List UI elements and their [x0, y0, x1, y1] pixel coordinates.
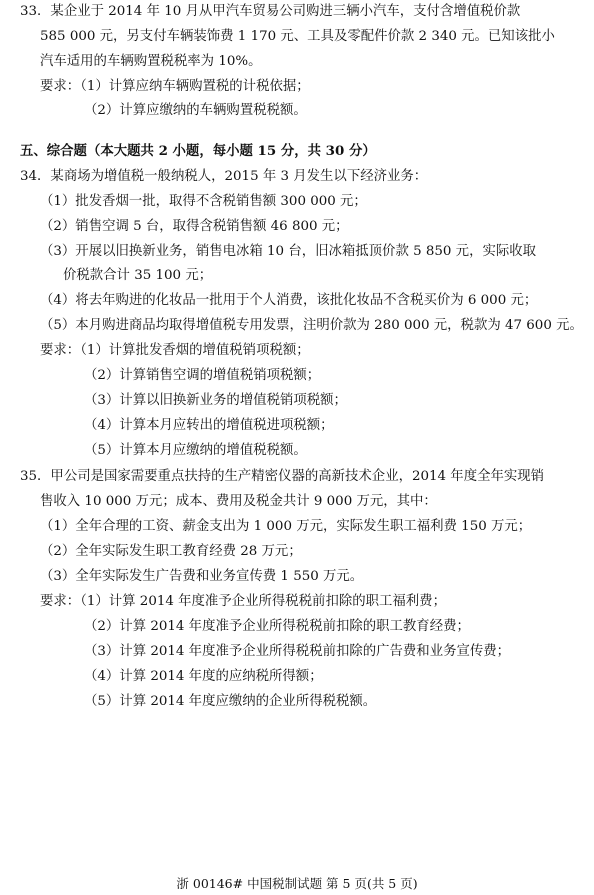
q33-requirement-1: 要求：（1）计算应纳车辆购置税的计税依据； [40, 79, 310, 94]
q35-requirement-3: （3）计算 2014 年度准予企业所得税税前扣除的广告费和业务宣传费； [84, 644, 511, 659]
q34-requirement-4: （4）计算本月应转出的增值税进项税额； [84, 418, 334, 433]
q33-line-1: 33．某企业于 2014 年 10 月从甲汽车贸易公司购进三辆小汽车，支付含增值税价款 [20, 4, 521, 19]
q35-item-1: （1）全年合理的工资、薪金支出为 1 000 万元，实际发生职工福利费 150 万元； [40, 519, 532, 534]
q34-item-1: （1）批发香烟一批，取得不含税销售额 300 000 元； [40, 194, 367, 209]
q35-requirement-1: 要求：（1）计算 2014 年度准予企业所得税税前扣除的职工福利费； [40, 594, 446, 609]
q34-item-3b: 价税款合计 35 100 元； [63, 268, 213, 283]
q33-line-2: 585 000 元，另支付车辆装饰费 1 170 元、工具及零配件价款 2 340 元。已知该批小 [40, 29, 555, 44]
q35-line-2: 售收入 10 000 万元；成本、费用及税金共计 9 000 万元，其中： [40, 494, 437, 509]
q34-item-2: （2）销售空调 5 台，取得含税销售额 46 800 元； [40, 219, 349, 234]
section-5-heading: 五、综合题（本大题共 2 小题，每小题 15 分，共 30 分） [20, 143, 376, 159]
q34-intro: 34．某商场为增值税一般纳税人，2015 年 3 月发生以下经济业务： [20, 169, 428, 184]
q33-requirement-2: （2）计算应缴纳的车辆购置税税额。 [84, 103, 307, 118]
q34-requirement-5: （5）计算本月应缴纳的增值税税额。 [84, 443, 307, 458]
q35-line-1: 35．甲公司是国家需要重点扶持的生产精密仪器的高新技术企业，2014 年度全年实现销 [20, 469, 545, 484]
q34-requirement-1: 要求：（1）计算批发香烟的增值税销项税额； [40, 343, 310, 358]
q34-item-3a: （3）开展以旧换新业务，销售电冰箱 10 台，旧冰箱抵顶价款 5 850 元，实际收取 [40, 244, 537, 259]
q35-item-2: （2）全年实际发生职工教育经费 28 万元； [40, 544, 302, 559]
q33-line-3: 汽车适用的车辆购置税税率为 10%。 [40, 54, 262, 69]
q35-item-3: （3）全年实际发生广告费和业务宣传费 1 550 万元。 [40, 569, 364, 584]
page-footer: 浙 00146# 中国税制试题 第 5 页(共 5 页) [176, 876, 418, 891]
q34-requirement-2: （2）计算销售空调的增值税销项税额； [84, 368, 321, 383]
q35-requirement-4: （4）计算 2014 年度的应纳税所得额； [84, 669, 323, 684]
q35-requirement-5: （5）计算 2014 年度应缴纳的企业所得税税额。 [84, 694, 377, 709]
q34-requirement-3: （3）计算以旧换新业务的增值税销项税额； [84, 393, 347, 408]
q34-item-5: （5）本月购进商品均取得增值税专用发票，注明价款为 280 000 元，税款为 47 600 元。 [40, 318, 583, 333]
q34-item-4: （4）将去年购进的化妆品一批用于个人消费，该批化妆品不含税买价为 6 000 元； [40, 293, 538, 308]
q35-requirement-2: （2）计算 2014 年度准予企业所得税税前扣除的职工教育经费； [84, 619, 470, 634]
